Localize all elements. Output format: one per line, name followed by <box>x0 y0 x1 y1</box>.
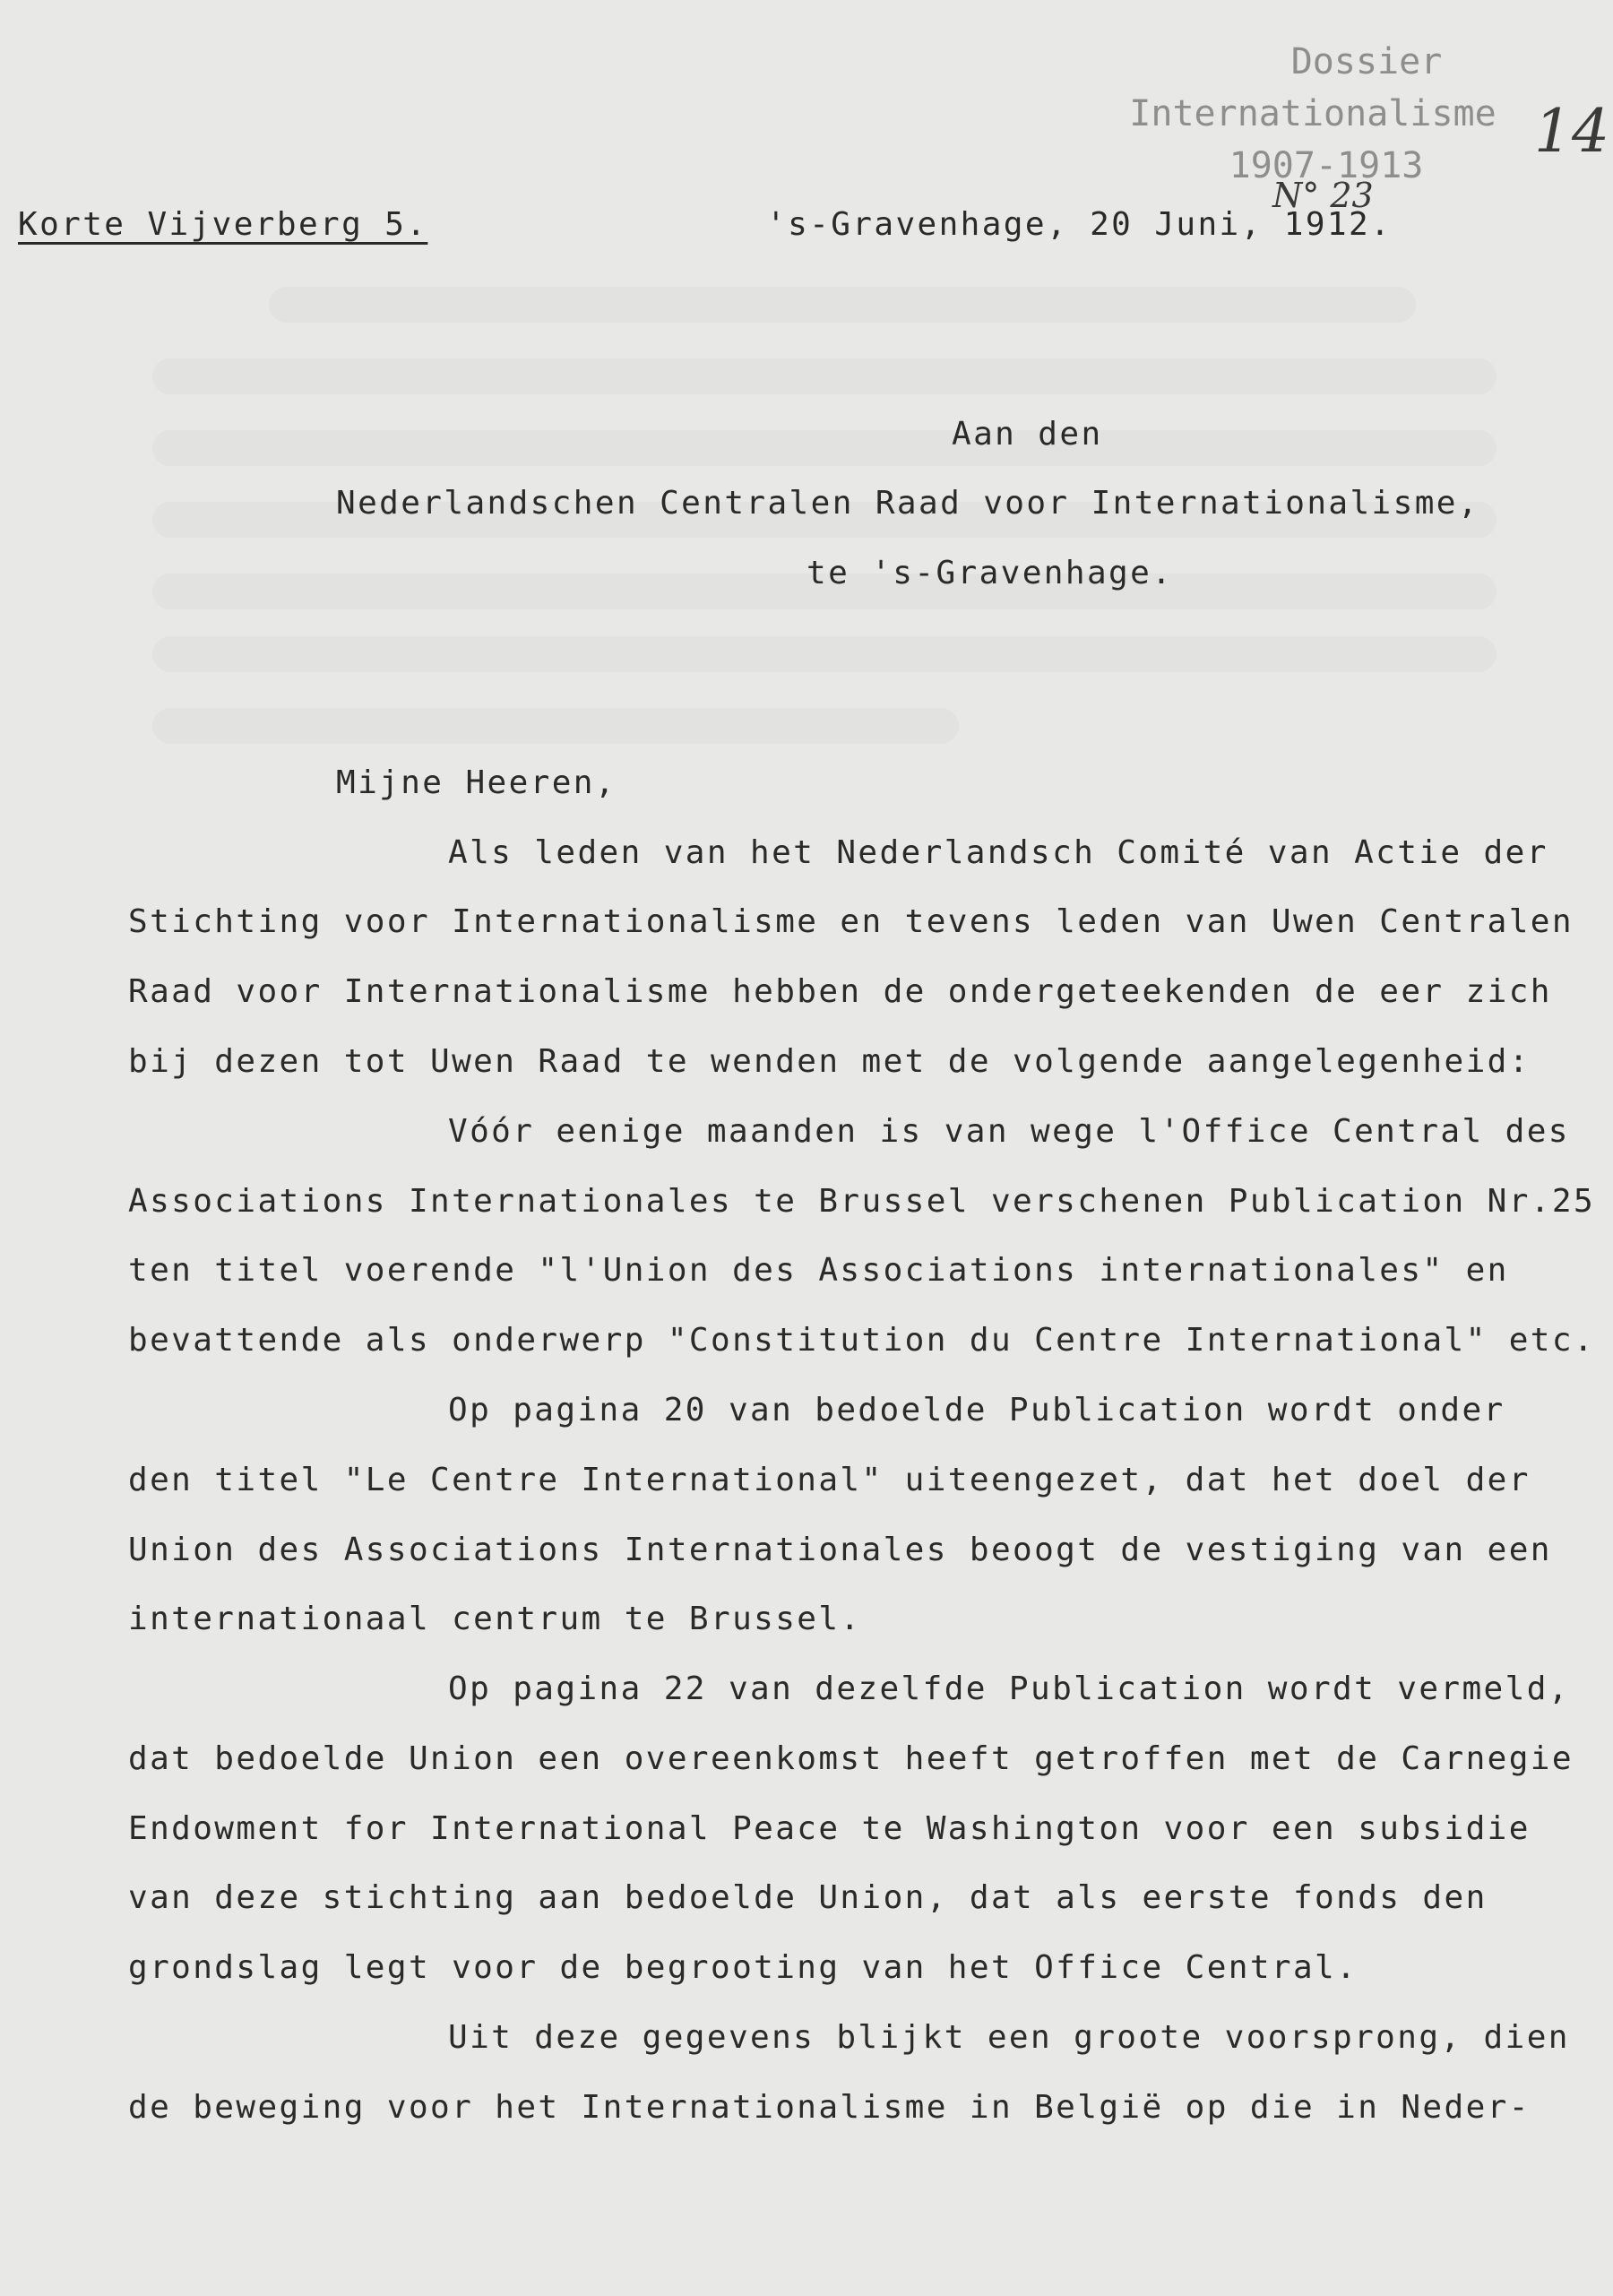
body-line: Stichting voor Internationalisme en tevens leden van Uwen Centralen <box>128 903 1574 940</box>
stamp-line-years: 1907-1913 <box>1229 145 1424 186</box>
body-line: ten titel voerende "l'Union des Associations internationales" en <box>128 1252 1509 1289</box>
body-line: bevattende als onderwerp "Constitution du Centre International" etc. <box>128 1322 1596 1359</box>
body-line: Raad voor Internationalisme hebben de ondergeteekenden de eer zich <box>128 973 1552 1010</box>
addressee-line-2: Nederlandschen Centralen Raad voor Internationalisme, <box>336 485 1479 522</box>
body-line: Union des Associations Internationales beoogt de vestiging van een <box>128 1532 1552 1568</box>
archive-stamp <box>1125 36 1501 192</box>
body-line: Uit deze gegevens blijkt een groote voorsprong, dien <box>448 2019 1570 2056</box>
sender-address: Korte Vijverberg 5. <box>18 206 428 243</box>
body-line: dat bedoelde Union een overeenkomst heeft getroffen met de Carnegie <box>128 1740 1574 1777</box>
body-line: Endowment for International Peace te Washington voor een subsidie <box>128 1810 1531 1847</box>
body-line: Op pagina 20 van bedoelde Publication wordt onder <box>448 1392 1505 1429</box>
handwritten-page-number: 14 <box>1534 97 1609 166</box>
addressee-line-3: te 's-Gravenhage. <box>806 555 1174 591</box>
handwritten-doc-number: N° 23 <box>1272 176 1374 215</box>
body-line: grondslag legt voor de begrooting van het Office Central. <box>128 1949 1359 1986</box>
show-through-texture <box>152 358 1497 394</box>
stamp-line-dossier: Dossier <box>1290 41 1443 82</box>
body-line: van deze stichting aan bedoelde Union, dat als eerste fonds den <box>128 1879 1488 1916</box>
body-line: Als leden van het Nederlandsch Comité van Actie der <box>448 834 1548 871</box>
body-line: internationaal centrum te Brussel. <box>128 1601 862 1637</box>
salutation: Mijne Heeren, <box>336 764 617 801</box>
body-line: Op pagina 22 van dezelfde Publication wordt vermeld, <box>448 1670 1570 1707</box>
body-line: bij dezen tot Uwen Raad te wenden met de volgende aangelegenheid: <box>128 1043 1531 1080</box>
show-through-texture <box>152 636 1497 672</box>
stamp-line-title: Internationalisme <box>1129 93 1497 134</box>
place-and-date: 's-Gravenhage, 20 Juni, 1912. <box>766 206 1393 243</box>
body-line: de beweging voor het Internationalisme in België op die in Neder- <box>128 2089 1531 2126</box>
show-through-texture <box>152 430 1497 466</box>
body-line: den titel "Le Centre International" uiteengezet, dat het doel der <box>128 1462 1531 1498</box>
body-line: Vóór eenige maanden is van wege l'Office Central des <box>448 1113 1570 1150</box>
addressee-line-1: Aan den <box>952 416 1103 453</box>
show-through-texture <box>152 708 959 744</box>
body-line: Associations Internationales te Brussel verschenen Publication Nr.25 <box>128 1183 1596 1220</box>
show-through-texture <box>269 287 1416 323</box>
